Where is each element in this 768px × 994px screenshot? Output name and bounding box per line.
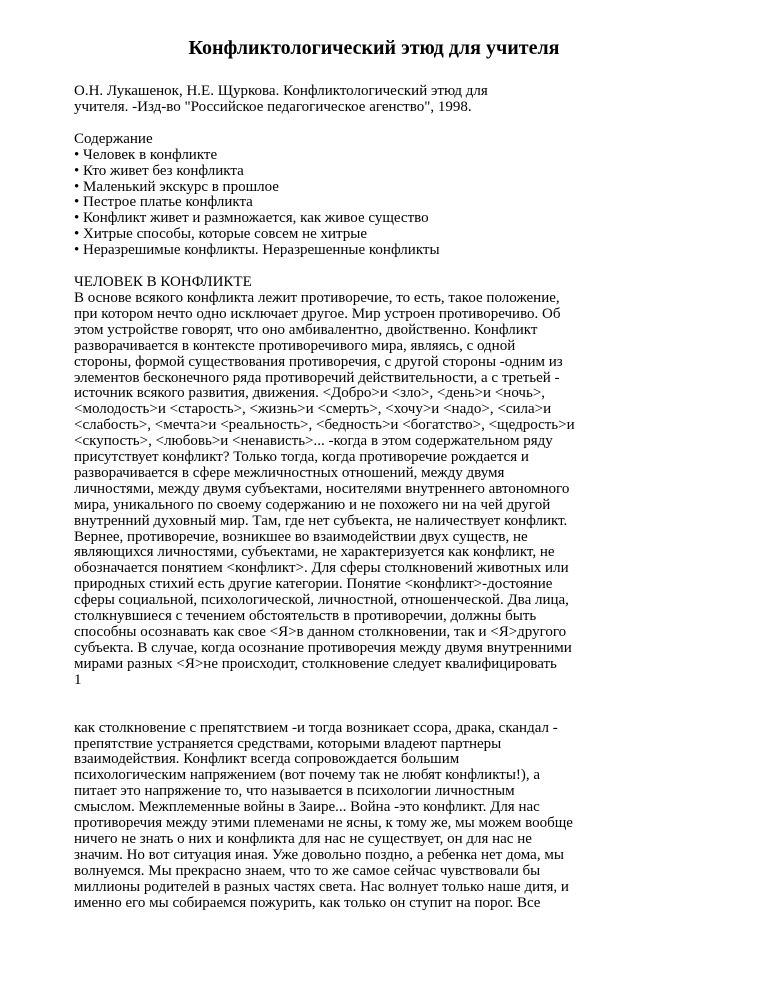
paragraph-line: препятствие устраняется средствами, которыми владеют партнеры xyxy=(74,735,502,752)
paragraph-line: способны осознавать как свое <Я>в данном столкновении, так и <Я>другого xyxy=(74,624,567,640)
paragraph-line: столкнувшиеся с течением обстоятельств в противоречии, должны быть xyxy=(74,608,537,625)
paragraph-line: стороны, формой существования противоречия, с другой стороны -одним из xyxy=(74,353,563,370)
toc-item[interactable]: • Конфликт живет и размножается, как живое существо xyxy=(74,210,429,227)
toc-item[interactable]: • Человек в конфликте xyxy=(74,146,218,163)
paragraph-line: <слабость>, <мечта>и <реальность>, <бедность>и <богатство>, <щедрость>и xyxy=(74,417,575,434)
paragraph-line: противоречия между этими племенами не ясны, к тому же, мы можем вообще xyxy=(74,815,573,832)
toc-heading: Содержание xyxy=(74,130,153,147)
continuation-text xyxy=(74,721,604,912)
citation-line: учителя. -Изд-во "Российское педагогическое агенство", 1998. xyxy=(74,98,472,115)
paragraph-line: питает это напряжение то, что называется в психологии личностным xyxy=(74,783,515,800)
paragraph-line: смыслом. Межплеменные войны в Заире... Война -это конфликт. Для нас xyxy=(74,799,540,816)
paragraph-line: миллионы родителей в разных частях света. Нас волнует только наше дитя, и xyxy=(74,878,569,895)
paragraph-line: <молодость>и <старость>, <жизнь>и <смерть>, <хочу>и <надо>, <сила>и xyxy=(74,401,552,418)
paragraph-line: природных стихий есть другие категории. Понятие <конфликт>-достояние xyxy=(74,576,553,593)
paragraph-line: личностями, между двумя субъектами, носителями внутреннего автономного xyxy=(74,480,570,497)
paragraph-line: значим. Но вот ситуация иная. Уже довольно поздно, а ребенка нет дома, мы xyxy=(74,846,564,863)
paragraph-line: психологическим напряжением (вот почему так не любят конфликты!), а xyxy=(74,767,541,784)
paragraph-line: как столкновение с препятствием -и тогда возникает ссора, драка, скандал - xyxy=(74,719,558,736)
section-heading: ЧЕЛОВЕК В КОНФЛИКТЕ xyxy=(74,274,252,291)
toc-item[interactable]: • Пестрое платье конфликта xyxy=(74,194,253,211)
citation-line: О.Н. Лукашенок, Н.Е. Щуркова. Конфликтологический этюд для xyxy=(74,83,488,99)
document-title: Конфликтологический этюд для учителя xyxy=(188,37,560,59)
paragraph-line: взаимодействия. Конфликт всегда сопровождается большим xyxy=(74,751,460,768)
section-human-in-conflict xyxy=(74,275,604,689)
paragraph-line: волнуемся. Мы прекрасно знаем, что то же самое сейчас чувствовали бы xyxy=(74,862,541,879)
paragraph-line: именно его мы собираемся пожурить, как только он ступит на порог. Все xyxy=(74,894,541,911)
paragraph-line: присутствует конфликт? Только тогда, когда противоречие рождается и xyxy=(74,449,529,466)
citation xyxy=(74,84,604,116)
paragraph-line: при котором нечто одно исключает другое. Мир устроен противоречиво. Об xyxy=(74,305,561,322)
section-body xyxy=(74,291,604,689)
paragraph-line: 1 xyxy=(74,671,82,688)
document-page xyxy=(74,36,604,912)
paragraph-line: <скупость>, <любовь>и <ненависть>... -когда в этом содержательном ряду xyxy=(74,433,553,450)
paragraph-line: субъекта. В случае, когда осознание противоречия между двумя внутренними xyxy=(74,639,572,656)
toc-item[interactable]: • Хитрые способы, которые совсем не хитрые xyxy=(74,226,368,243)
paragraph-line: Вернее, противоречие, возникшее во взаимодействии двух существ, не xyxy=(74,528,528,545)
toc-item[interactable]: • Кто живет без конфликта xyxy=(74,162,244,179)
toc-item[interactable]: • Маленький экскурс в прошлое xyxy=(74,178,279,195)
paragraph-line: мирами разных <Я>не происходит, столкновение следует квалифицировать xyxy=(74,655,557,672)
paragraph-line: внутренний духовный мир. Там, где нет субъекта, не наличествует конфликт. xyxy=(74,512,568,529)
paragraph-line: ничего не знать о них и конфликта для нас не существует, он для нас не xyxy=(74,830,532,847)
paragraph-line: источник всякого развития, движения. <Добро>и <зло>, <день>и <ночь>, xyxy=(74,385,546,402)
paragraph-line: являющихся личностями, субъектами, не характеризуется как конфликт, не xyxy=(74,544,555,561)
toc-item[interactable]: • Неразрешимые конфликты. Неразрешенные конфликты xyxy=(74,242,440,259)
paragraph-line: элементов бесконечного ряда противоречий действительности, а с третьей - xyxy=(74,369,560,386)
table-of-contents xyxy=(74,132,604,259)
continuation-body xyxy=(74,721,604,912)
paragraph-line: сферы социальной, психологической, личностной, отношенческой. Два лица, xyxy=(74,592,569,609)
paragraph-line: обозначается понятием <конфликт>. Для сферы столкновений животных или xyxy=(74,560,569,577)
paragraph-line: мира, уникального по своему содержанию и не похожего ни на чей другой xyxy=(74,496,551,513)
paragraph-line: разворачивается в сфере межличностных отношений, между двумя xyxy=(74,464,505,481)
paragraph-line: В основе всякого конфликта лежит противоречие, то есть, такое положение, xyxy=(74,289,560,306)
paragraph-line: разворачивается в контексте противоречивого мира, являясь, с одной xyxy=(74,337,516,354)
paragraph-line: этом устройстве говорят, что оно амбивалентно, двойственно. Конфликт xyxy=(74,321,538,338)
